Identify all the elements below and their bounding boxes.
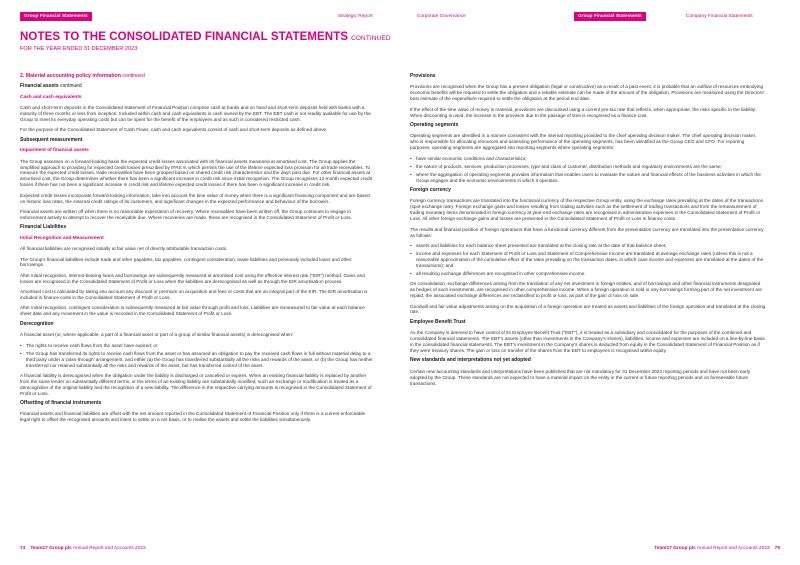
page-title <box>20 31 391 43</box>
initial-recognition-heading: Initial Recognition and Measurement <box>20 235 104 241</box>
company-name-left: Team17 Group plc <box>30 546 72 551</box>
footer-right <box>654 545 780 553</box>
liabilities-paragraph-3: After initial recognition, interest-bearing loans and borrowings are subsequently measured at amortised cost using the effective interest rate ("EIR") method. Gains and losses are recognised in the Consolidated Statement of Profit or Loss when the liabilities are derecognised as well as through the EIR amortisation process. <box>20 272 365 284</box>
foreign-currency-list <box>410 243 766 277</box>
derecognition-paragraph-1: A financial asset (or, where applicable, a part of a financial asset or part of a group of similar financial assets) is derecognised when: <box>20 332 294 338</box>
company-name-right: Team17 Group plc <box>654 546 696 551</box>
cash-paragraph-1: Cash and short-term deposits in the Consolidated Statement of Financial Position comprise cash at banks and on hand and short-term deposits held with banks with a maturity of three months or less from inception. Included within cash and cash equivalents is cash owned by the EBT. The EBT cash is not readily available for use by the Group to meet its everyday operating costs but can be spent for the benefit of the employees and as such is considered restricted cash. <box>20 105 371 123</box>
cash-paragraph-2: For the purpose of the Consolidated Statement of Cash Flows, cash and cash equivalents consist of cash and short-term deposits as defined above. <box>20 127 328 133</box>
list-item: • where the aggregation of operating segments provides information that enables users to evaluate the nature and financial effects of the business activities in which the Group engages and the economic environments in which it operates. <box>410 172 766 184</box>
provisions-paragraph-1: Provisions are recognised when the Group has a present obligation (legal or constructive) as a result of a past event, it is probable that an outflow of resources embodying economic benefits will be required to settle the obligation and a reliable estimate can be made of the amount of the obligation. Provisions are measured using the Directors' best estimate of the expenditure required to settle the obligation at the period end date. <box>410 84 765 102</box>
page-number-left: 74 <box>20 546 26 551</box>
ebt-heading: Employee Benefit Trust <box>410 318 466 325</box>
operating-segments-heading: Operating segments <box>410 121 459 128</box>
impairment-paragraph-3: Financial assets are written off when there is no reasonable expectation of recovery. Where receivables have been written off, the Group continues to engage in enforcement activity to attempt to recover the receivable due. Where recoveries are made, these are recognised in the Consolidated Statement of Profit or Loss. <box>20 209 352 220</box>
list-item: • assets and liabilities for each balance sheet presented are translated at the closing rate at the date of that balance sheet; <box>410 243 766 249</box>
page-subtitle: FOR THE YEAR ENDED 31 DECEMBER 2023 <box>20 46 138 52</box>
nav-company-financial-statements[interactable]: Company Financial Statements <box>686 14 753 19</box>
financial-assets-heading: Financial assets continued <box>20 83 82 90</box>
provisions-heading: Provisions <box>410 73 436 79</box>
ebt-paragraph: As the Company is deemed to have control of its Employee Benefit Trust ("EBT"), it is treated as a subsidiary and consolidated for the purposes of the combined and consolidated financial statements. The EBT's assets (other than investments in the Company's shares), liabilities, income and expenses are included on a line-by-line basis in the consolidated financial statements. The EBT's investment in the Company's shares is deducted from equity in the Consolidated Statement of Financial Position as if they were treasury shares. The gain or loss on transfer of the shares from the EBT to employees is recognised within equity. <box>410 330 765 353</box>
operating-segments-list <box>410 156 766 184</box>
cash-heading: Cash and cash equivalents <box>20 94 82 100</box>
section-tag[interactable]: Group Financial Statements <box>20 12 92 21</box>
list-item: • The rights to receive cash flows from the asset have expired; or <box>20 343 376 349</box>
foreign-currency-paragraph-3: On consolidation, exchange differences arising from the translation of any net investment in foreign entities, and of borrowings and other financial instruments designated as hedges of such investments, are recognised in other comprehensive income. When a foreign operation is sold or any borrowings forming part of the net investment are repaid, the associated exchange differences are reclassified to profit or loss, as part of the gain or loss on sale. <box>410 281 763 299</box>
list-item: • income and expenses for each Statement of Profit or Loss and Statement of Comprehensive Income are translated at average exchange rates (unless this is not a reasonable approximation of the cumulative effect of the rates prevailing on the transaction dates, in which case income and expenses are translated at the dates of the transactions); and <box>410 251 766 269</box>
right-column <box>410 74 766 391</box>
page-title-text: NOTES TO THE CONSOLIDATED FINANCIAL STATEMENTS <box>20 31 349 43</box>
top-navigation <box>0 0 800 22</box>
liabilities-paragraph-4: Amortised cost is calculated by taking into account any discount or premium on acquisition and fees or costs that are an integral part of the EIR. The EIR amortisation is included in finance costs in the Consolidated Statement of Profit or Loss. <box>20 289 368 301</box>
nav-group-financial-statements[interactable]: Group Financial Statements <box>574 12 646 21</box>
foreign-currency-heading: Foreign currency <box>410 187 451 194</box>
subsequent-measurement-heading: Subsequent measurement <box>20 136 83 143</box>
derecognition-list <box>20 343 376 369</box>
foreign-currency-paragraph-1: Foreign currency transactions are translated into the functional currency of the respective Group entity, using the exchange rates prevailing at the dates of the transactions (spot exchange rate). Foreign exchange gains and losses resulting from trading activities such as the settlement of trading transactions and from the remeasurement of trading monetary items denominated in foreign currency at year-end exchange rates are recognised in administrative expenses in the Consolidated Statement of Profit or Loss. All other foreign exchange gains and losses are presented in the Consolidated Statement of Profit or Loss in finance costs. <box>410 198 763 222</box>
list-item: • the nature of products, services, production processes, type and class of customer, distribution methods and regulatory environments are the same; <box>410 164 766 170</box>
left-column <box>20 74 376 428</box>
nav-strategic-report[interactable]: Strategic Report <box>338 14 373 19</box>
impairment-paragraph-1: The Group assesses on a forward-looking basis the expected credit losses associated with its financial assets measured at amortised cost. The Group applies the simplified approach to providing for expected credit losses prescribed by IFRS 9, which permits the use of the lifetime expected loss provision for all trade receivables. To measure the expected credit losses, trade receivables have been grouped based on shared credit risk characteristics and the days past due. For other financial assets at amortised cost, the Group determines whether there has been a significant increase in credit risk since initial recognition. The Group recognises 12-month expected credit losses if there has not been a significant increase in credit risk and lifetime expected credit losses if there has been a significant increase in credit risk. <box>20 158 372 188</box>
liabilities-paragraph-5: After initial recognition, contingent consideration is subsequently measured at fair value through profit and loss. Liabilities are remeasured to fair value at each balance sheet date and any movement in the value is recorded in the Consolidated Statement of Profit or Loss. <box>20 305 365 317</box>
provisions-paragraph-2: If the effect of the time value of money is material, provisions are discounted using a current pre-tax rate that reflects, when appropriate, the risks specific to the liability. When discounting is used, the increase in the provision due to the passage of time is recognised as a finance cost. <box>410 106 757 118</box>
new-standards-heading: New standards and interpretations not yet adopted <box>410 357 531 364</box>
foreign-currency-paragraph-4: Goodwill and fair value adjustments arising on the acquisition of a foreign operation are treated as assets and liabilities of the foreign operation and translated at the closing rate. <box>410 303 766 315</box>
new-standards-paragraph: Certain new accounting standards and interpretations have been published that are not mandatory for 31 December 2023 reporting periods and have not been early adopted by the Group. These standards are not expected to have a material impact on the entity in the current or future reporting periods and on foreseeable future transactions. <box>410 368 751 386</box>
derecognition-paragraph-2: A financial liability is derecognised when the obligation under the liability is discharged or cancelled or expires. When an existing financial liability is replaced by another from the same lender on substantially different terms, or the terms of an existing liability are substantially modified, such an exchange or modification is treated as a derecognition of the original liability and the recognition of a new liability. The difference in the respective carrying amounts is recognised in the Consolidated Statement of Profit or Loss. <box>20 372 372 396</box>
list-item: • all resulting exchange differences are recognised in other comprehensive income. <box>410 271 766 277</box>
footer-left <box>20 545 146 553</box>
financial-liabilities-heading: Financial Liabilities <box>20 224 67 231</box>
derecognition-heading: Derecognition <box>20 320 54 327</box>
operating-segments-paragraph: Operating segments are identified in a manner consistent with the internal reporting provided to the chief operating decision maker. The chief operating decision maker, who is responsible for allocating resources and assessing performance of the operating segments, has been identified as the Group CEO and CFO. For reporting purposes, operating segments are aggregated into reporting segments where operating segments: <box>410 133 757 151</box>
foreign-currency-paragraph-2: The results and financial position of foreign operations that have a functional currency different from the presentation currency are translated into the presentation currency as follows: <box>410 226 764 238</box>
liabilities-paragraph-2: The Group's financial liabilities include trade and other payables, tax payables, contingent consideration, lease liabilities and previously included loans and other borrowings. <box>20 256 352 268</box>
offsetting-heading: Offsetting of financial instruments <box>20 400 102 407</box>
impairment-paragraph-2: Expected credit losses incorporate forward-looking information, take into account the time value of money when there is a significant financing component and are based on historic loss rates, the external credit ratings of its customers, and significant changes in the expected performance and behaviour of the borrower. <box>20 192 370 204</box>
offsetting-paragraph: Financial assets and financial liabilities are offset with the net amount reported in the Consolidated Statement of Financial Position only if there is a current enforceable legal right to offset the recognised amounts and intent to settle on a net basis, or to realise the assets and settle the liabilities simultaneously. <box>20 411 366 423</box>
page-number-right: 75 <box>774 546 780 551</box>
report-name-right: Annual Report and Accounts 2023 <box>696 546 770 551</box>
list-item: • The Group has transferred its rights to receive cash flows from the asset or has assumed an obligation to pay the received cash flows in full without material delay to a third party under a 'pass-through' arrangement, and either (a) the Group has transferred substantially all the risks and rewards of the asset, or (b) the Group has neither transferred nor retained substantially all the risks and rewards of the asset, but has transferred control of the asset. <box>20 351 376 369</box>
impairment-heading: Impairment of financial assets <box>20 148 89 154</box>
liabilities-paragraph-1: All financial liabilities are recognised initially at fair value net of directly attributable transaction costs. <box>20 246 228 252</box>
nav-corporate-governance[interactable]: Corporate Governance <box>417 14 466 19</box>
section-heading: 2. Material accounting policy information continued <box>20 73 145 79</box>
page-title-suffix: CONTINUED <box>351 35 391 42</box>
list-item: • have similar economic conditions and characteristics; <box>410 156 766 162</box>
report-name-left: Annual Report and Accounts 2023 <box>72 546 146 551</box>
